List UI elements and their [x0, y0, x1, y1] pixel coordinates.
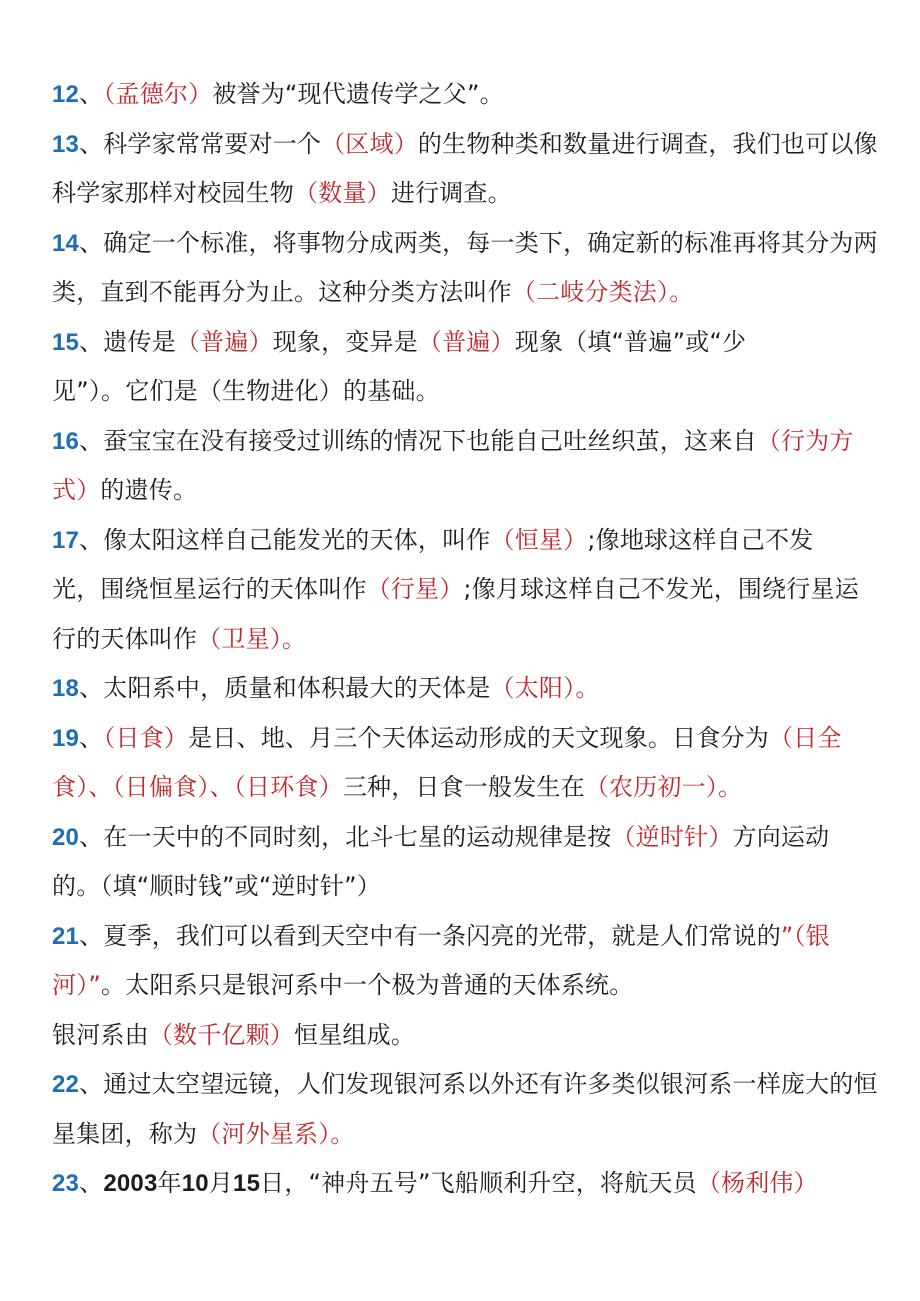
answer-text: （逆时针）	[611, 822, 733, 851]
question-item	[52, 813, 880, 912]
question-number: 15	[52, 328, 80, 356]
question-item	[52, 714, 880, 813]
answer-text: （普遍）	[417, 327, 515, 356]
answer-text: （农历初一）。	[584, 773, 743, 801]
question-item	[52, 912, 880, 1011]
question-text: 见”）。它们是（生物进化）的基础。	[52, 377, 440, 405]
question-text: 被誉为“现代遗传学之父”。	[212, 80, 504, 108]
question-text: 光，围绕恒星运行的天体叫作	[52, 575, 367, 603]
question-text: 、夏季，我们可以看到天空中有一条闪亮的光带，就是人们常说的	[79, 921, 781, 950]
question-text: 银河系由	[52, 1020, 149, 1049]
question-text: 、遗传是	[79, 327, 176, 356]
answer-text: （日食）	[103, 723, 189, 752]
question-item	[52, 219, 880, 318]
question-text: 、像太阳这样自己能发光的天体，叫作	[79, 525, 491, 554]
question-text: 、在一天中的不同时刻，北斗七星的运动规律是按	[79, 822, 612, 851]
question-text: 年	[157, 1169, 182, 1197]
answer-text: （行为方式）	[52, 426, 854, 504]
question-item	[52, 318, 880, 417]
answer-text: （数量）	[294, 179, 391, 207]
question-text: 、	[79, 723, 104, 752]
question-text: 、通过太空望远镜，人们发现银河系以外还有许多类似银河系一样庞大的恒星集团，称为	[52, 1070, 878, 1148]
question-item	[52, 1011, 880, 1061]
question-number: 12	[52, 81, 80, 108]
question-item	[52, 516, 880, 665]
answer-text: （太阳）。	[490, 674, 600, 702]
answer-text: （普遍）	[175, 327, 273, 356]
question-text: 、蚕宝宝在没有接受过训练的情况下也能自己吐丝织茧，这来自	[79, 426, 757, 455]
date-number: 2003	[103, 1170, 158, 1197]
answer-text: （卫星）。	[197, 624, 307, 653]
question-text: ;像地球这样自己不发	[587, 525, 814, 554]
question-number: 17	[52, 526, 80, 554]
answer-text: （数千亿颗）	[148, 1020, 295, 1049]
question-text: 月	[208, 1169, 234, 1197]
answer-text: （河外星系）。	[197, 1119, 355, 1148]
question-text: 。太阳系只是银河系中一个极为普通的天体系统。	[101, 971, 634, 999]
date-number: 10	[181, 1170, 209, 1197]
question-number: 13	[52, 130, 80, 158]
answer-text: ”（银河）”	[52, 921, 830, 999]
question-number: 19	[52, 724, 80, 752]
question-text: 现象，变异是	[272, 327, 418, 356]
question-text: 、	[79, 80, 104, 108]
answer-text: （日全食）、（日偏食）、（日环食）	[52, 723, 842, 801]
date-number: 15	[233, 1170, 261, 1197]
answer-text: （恒星）	[490, 525, 588, 554]
question-text: 恒星组成。	[294, 1020, 416, 1049]
question-item	[52, 417, 880, 516]
question-number: 23	[52, 1170, 80, 1197]
question-text: 、	[79, 1169, 104, 1197]
question-text: 、太阳系中，质量和体积最大的天体是	[79, 674, 491, 702]
answer-text: （二岐分类法）。	[511, 278, 694, 306]
question-text: 现象（填“普遍”或“少	[514, 327, 747, 356]
answer-text: （杨利伟）	[696, 1169, 818, 1197]
question-number: 18	[52, 675, 80, 702]
question-text: 日，“神舟五号”飞船顺利升空，将航天员	[260, 1169, 697, 1197]
question-text: 的遗传。	[100, 476, 198, 504]
question-text: ;像月球这样自己不发光，围绕行星运行的天体叫作	[52, 575, 859, 653]
question-text: 三种，日食一般发生在	[342, 773, 585, 801]
question-text: 的生物种类和数量进行调查，我们也可以像科学家那样对校园生物	[52, 129, 878, 207]
answer-text: （行星）	[366, 575, 464, 603]
question-number: 16	[52, 427, 80, 455]
question-text: 、科学家常常要对一个	[79, 129, 322, 158]
question-item	[52, 120, 880, 219]
answer-text: （孟德尔）	[103, 80, 213, 108]
question-text: 是日、地、月三个天体运动形成的天文现象。日食分为	[188, 723, 769, 752]
question-number: 14	[52, 229, 80, 257]
question-text: 方向运动	[732, 822, 830, 851]
question-number: 20	[52, 823, 80, 851]
question-text: 的。（填“顺时钱”或“逆时针”）	[52, 872, 381, 900]
question-item	[52, 70, 880, 120]
question-text: 、确定一个标准，将事物分成两类，每一类下，确定新的标准再将其分为两类，直到不能再分为止。这种分类方法叫作	[52, 228, 878, 306]
question-item	[52, 1060, 880, 1159]
question-text: 进行调查。	[390, 179, 512, 207]
question-item	[52, 664, 880, 714]
question-number: 22	[52, 1071, 80, 1098]
question-item	[52, 1159, 880, 1209]
question-number: 21	[52, 922, 80, 950]
answer-text: （区域）	[321, 129, 418, 158]
